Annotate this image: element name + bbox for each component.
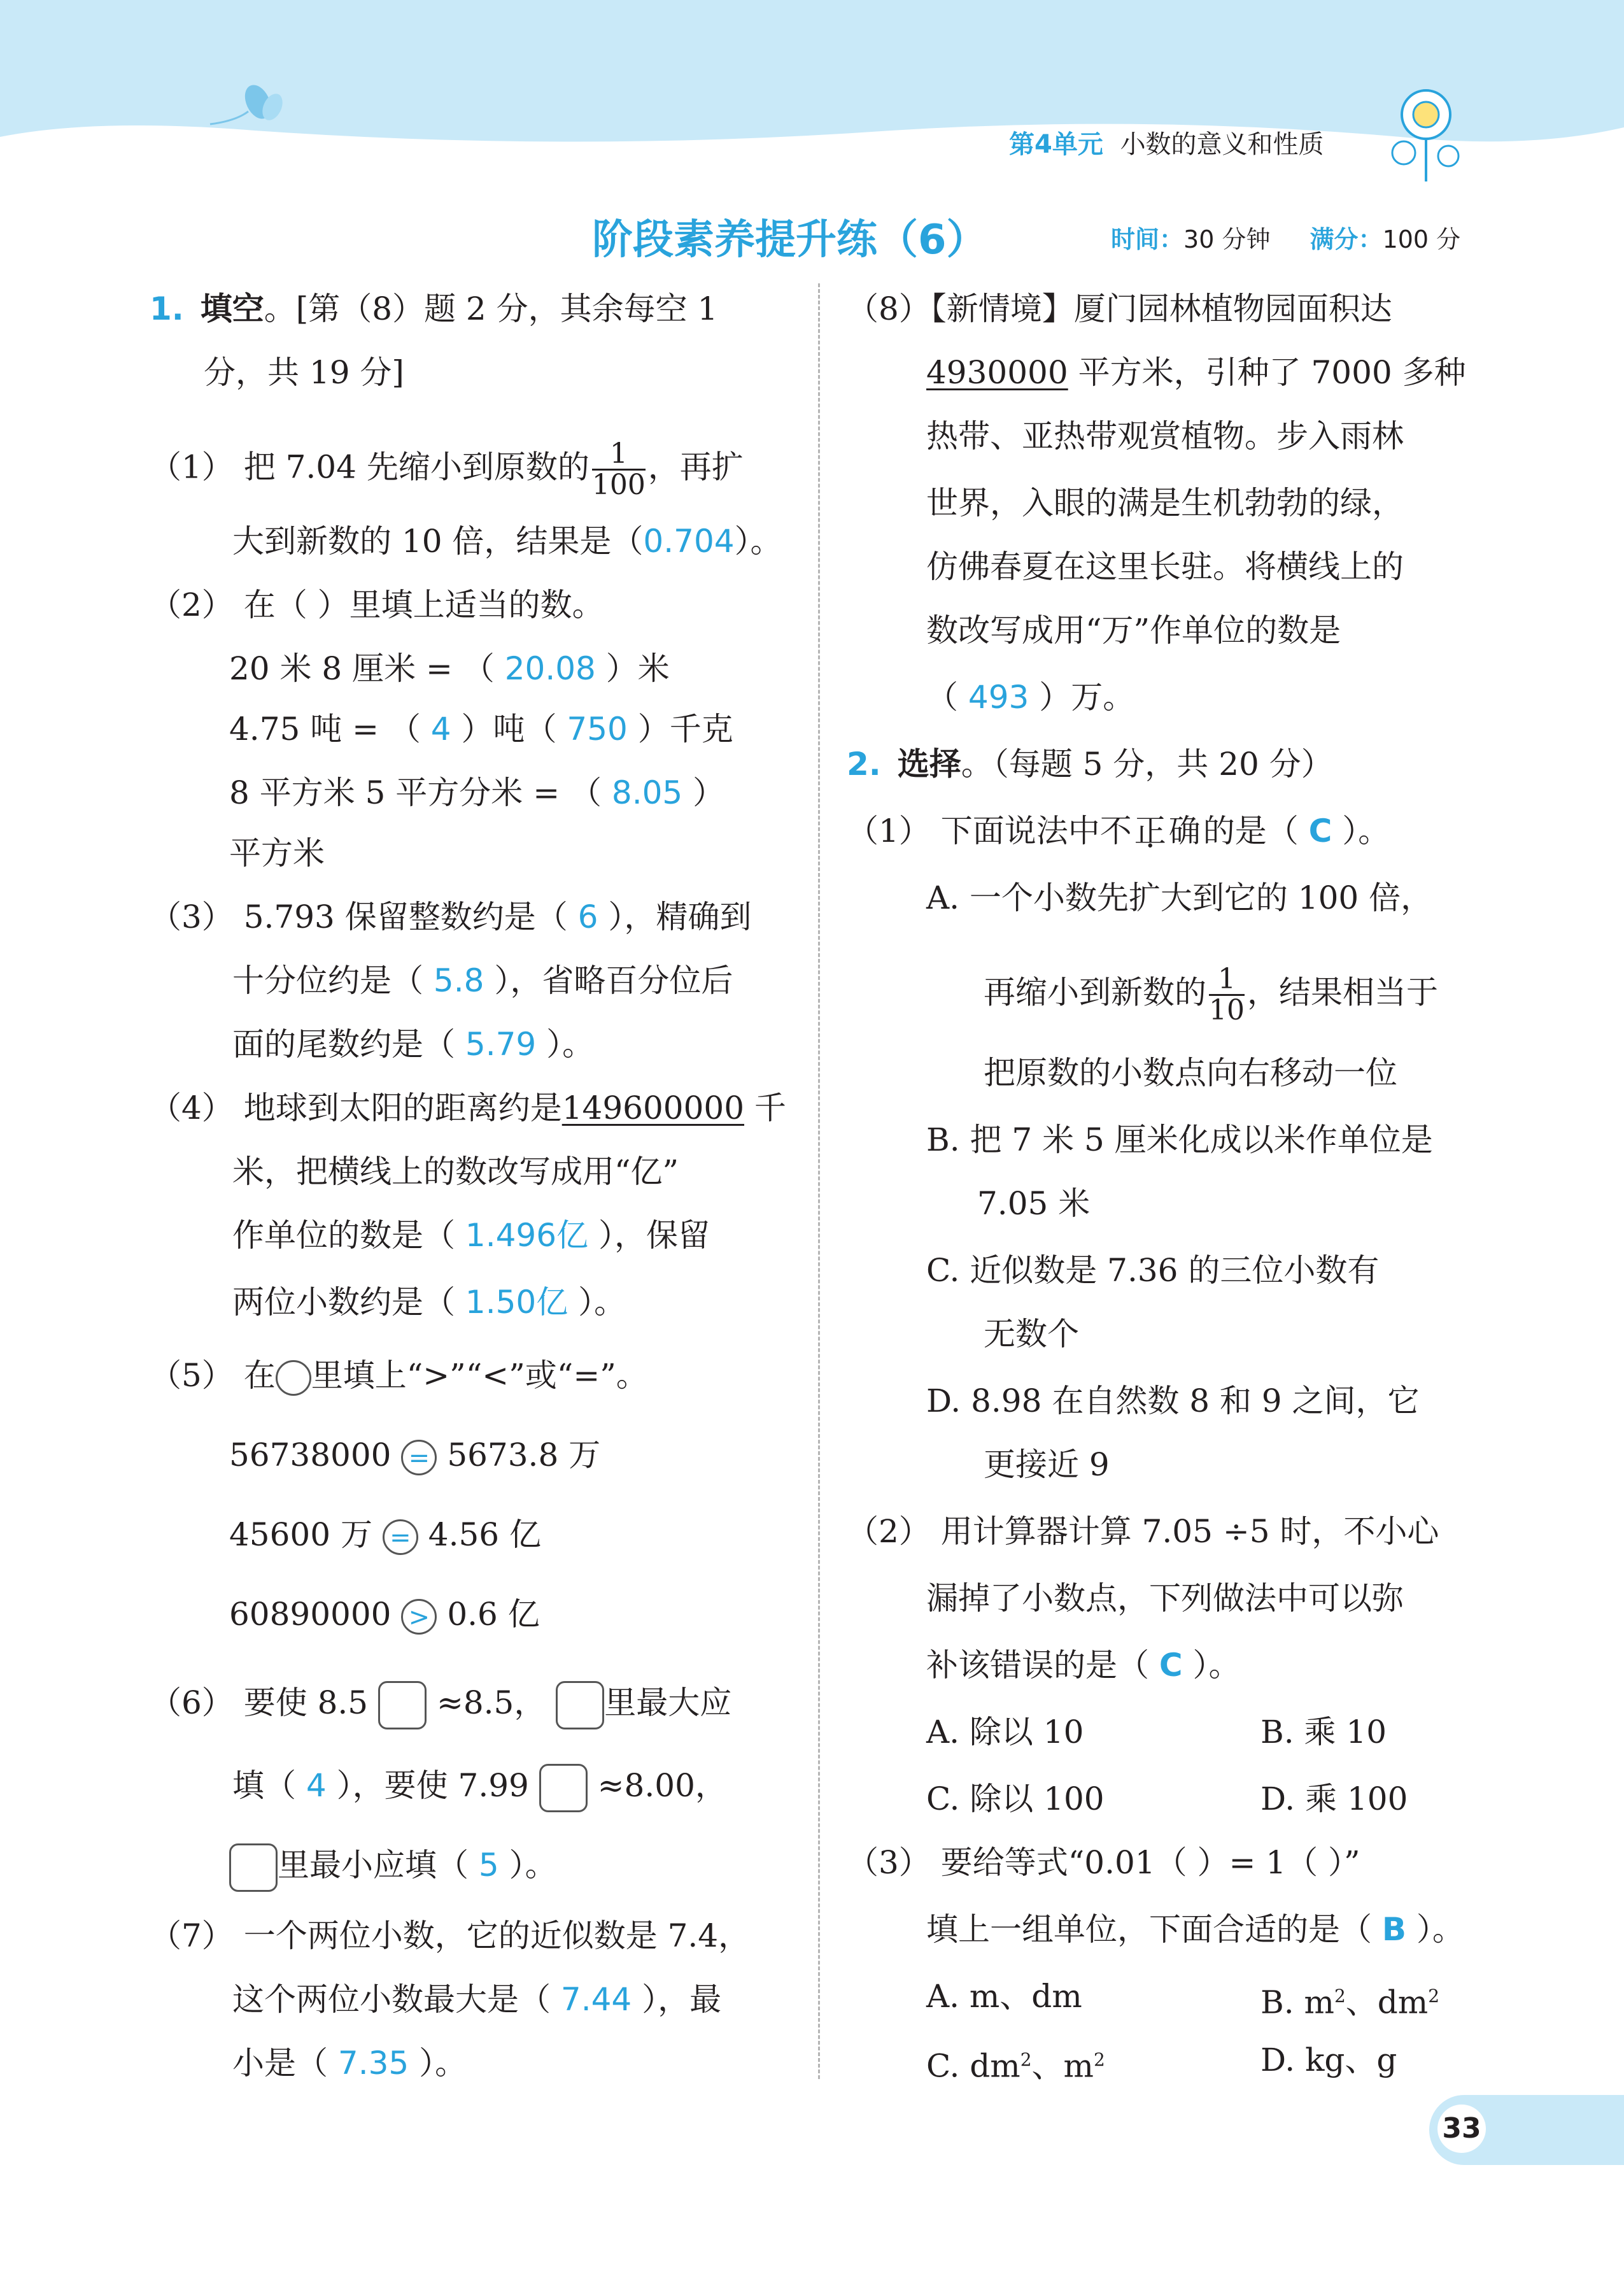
page-number: 33 — [1437, 2105, 1486, 2153]
q1-2a-unit: ）米 — [595, 650, 670, 687]
unit-title: 小数的意义和性质 — [1120, 130, 1324, 159]
option-c: C. 除以 100 — [926, 1780, 1105, 1817]
q2-3-line2-end: ）。 — [1406, 1911, 1464, 1948]
option-d: D. kg、g — [1260, 2041, 1397, 2078]
column-divider — [818, 283, 820, 2079]
option-c: C. $dm^2$、$m^2$ — [926, 2047, 1105, 2085]
compare-circle[interactable]: = — [383, 1519, 418, 1555]
fraction: $\frac{1}{10}$ — [1209, 963, 1245, 1026]
option-a-line2: 再缩小到新数的 — [984, 974, 1206, 1011]
answer: 8.05 — [611, 774, 683, 811]
q1-6-text: （6） 要使 8.5 — [150, 1684, 369, 1721]
q1-8-line7: （ — [926, 679, 968, 716]
option-a: A. 除以 10 — [926, 1714, 1084, 1750]
q2-3-line2: 填上一组单位，下面合适的是（ — [926, 1911, 1382, 1948]
answer: 493 — [968, 679, 1029, 716]
option-a-line2-end: ，结果相当于 — [1247, 974, 1438, 1011]
option-d: D. 8.98 在自然数 8 和 9 之间，它 — [926, 1382, 1420, 1419]
q1-2c-post: ） — [682, 774, 725, 811]
compare-right: 5673.8 万 — [447, 1437, 601, 1473]
q1-1-line2-end: ）。 — [734, 523, 782, 560]
q1-4-line2: 米，把横线上的数改写成用“亿” — [232, 1153, 679, 1190]
blank-box[interactable] — [556, 1681, 604, 1729]
q1-title: 填空 — [200, 290, 264, 327]
q1-note: 。[第（8）题 2 分，其余每空 1 — [264, 290, 718, 327]
q2-number: 2. — [847, 746, 881, 783]
q1-2c-text: 8 平方米 5 平方分米 = （ — [229, 774, 612, 811]
blank-circle[interactable] — [276, 1360, 311, 1396]
answer: 0.704 — [643, 523, 735, 560]
q1-2-text: （2） 在（ ）里填上适当的数。 — [150, 586, 604, 623]
option-a: A. m、dm — [926, 1978, 1082, 2015]
q1-note-line2: 分，共 19 分] — [204, 354, 404, 391]
answer: 5.79 — [465, 1026, 537, 1063]
q1-7-line2-end: ），最 — [632, 1981, 722, 2018]
compare-left: 60890000 — [229, 1596, 392, 1633]
q1-7-line2: 这个两位小数最大是（ — [232, 1981, 561, 2018]
option-d: D. 乘 100 — [1260, 1780, 1408, 1817]
answer: 750 — [567, 711, 628, 748]
blank-box[interactable] — [378, 1681, 427, 1729]
answer: 6 — [577, 898, 598, 935]
q2-2-text: （2） 用计算器计算 7.05 ÷5 时，不小心 — [847, 1513, 1439, 1550]
q1-7-line3-end: ）。 — [409, 2045, 467, 2082]
q1-3-line2-end: ），省略百分位后 — [484, 962, 733, 999]
answer: 1.496亿 — [465, 1217, 589, 1254]
q1-5-text: （5） 在 — [150, 1357, 276, 1394]
q1-1-text: （1） 把 7.04 先缩小到原数的 — [150, 448, 590, 486]
q1-3-text: （3） 5.793 保留整数约是（ — [150, 898, 578, 935]
answer: C — [1308, 813, 1332, 849]
q1-4-line3-end: ），保留 — [588, 1217, 710, 1254]
compare-circle[interactable]: > — [401, 1599, 437, 1635]
q2-2-line3-end: ）。 — [1182, 1647, 1241, 1684]
option-c: C. 近似数是 7.36 的三位小数有 — [926, 1252, 1380, 1289]
page-title: 阶段素养提升练（6） — [592, 217, 987, 264]
q1-2a-text: 20 米 8 厘米 = （ — [229, 650, 505, 687]
answer: 5 — [478, 1847, 499, 1884]
q2-note: 。（每题 5 分，共 20 分） — [961, 746, 1333, 783]
answer: 4 — [430, 711, 451, 748]
answer: 7.35 — [337, 2045, 409, 2082]
q2-3-text: （3） 要给等式“0.01（ ）= 1（ ）” — [847, 1844, 1360, 1881]
compare-right: 0.6 亿 — [447, 1596, 540, 1633]
underlined-number: 4930000 — [926, 354, 1068, 391]
option-a-line3: 把原数的小数点向右移动一位 — [984, 1054, 1397, 1091]
q1-4-line3: 作单位的数是（ — [232, 1217, 465, 1254]
option-d-line2: 更接近 9 — [984, 1446, 1110, 1483]
option-b: B. 把 7 米 5 厘米化成以米作单位是 — [926, 1121, 1433, 1158]
q1-6-line2-end: ≈8.00， — [597, 1767, 727, 1804]
q2-1-text-mid: 的是（ — [1203, 813, 1309, 849]
score-label: 满分： — [1310, 225, 1383, 253]
q1-1-text-end: ，再扩 — [647, 448, 744, 486]
flower-icon — [1388, 83, 1464, 185]
option-c-line2: 无数个 — [984, 1316, 1079, 1352]
q1-8-line3: 热带、亚热带观赏植物。步入雨林 — [926, 418, 1404, 455]
compare-left: 56738000 — [229, 1437, 392, 1473]
q1-6-line2: 填（ — [232, 1767, 306, 1804]
unit-label: 第4单元 — [1009, 130, 1103, 159]
answer: B — [1381, 1911, 1407, 1948]
score-value: 100 分 — [1382, 225, 1461, 253]
q1-6-line2-mid: ），要使 7.99 — [326, 1767, 529, 1804]
q1-4-text: （4） 地球到太阳的距离约是 — [150, 1090, 562, 1126]
q1-6-text-end: 里最大应 — [604, 1684, 732, 1721]
q1-3-line2: 十分位约是（ — [232, 962, 434, 999]
q2-2-line2: 漏掉了小数点，下列做法中可以弥 — [926, 1580, 1404, 1617]
butterfly-icon — [197, 76, 286, 134]
q1-7-line3: 小是（ — [232, 2045, 338, 2082]
q1-6-approx: ≈8.5， — [436, 1684, 546, 1721]
q1-8-line7-end: ）万。 — [1029, 679, 1135, 716]
q1-3-line3-end: ）。 — [536, 1026, 595, 1063]
q1-6-line3-end: ）。 — [498, 1847, 557, 1884]
q1-8-line6: 数改写成用“万”作单位的数是 — [926, 612, 1341, 649]
q1-6-line3: 里最小应填（ — [278, 1847, 479, 1884]
answer: 20.08 — [504, 650, 596, 687]
q1-2c-unit: 平方米 — [229, 835, 325, 872]
q1-7-text: （7） 一个两位小数，它的近似数是 7.4， — [150, 1917, 751, 1954]
answer: 7.44 — [560, 1981, 632, 2018]
q1-4-text-end: 千 — [744, 1090, 786, 1126]
q1-3-line3: 面的尾数约是（ — [232, 1026, 465, 1063]
time-label: 时间： — [1111, 225, 1184, 253]
fraction: $\frac{1}{100}$ — [591, 437, 646, 501]
q2-1-text-end: ）。 — [1332, 813, 1390, 849]
compare-circle[interactable]: = — [401, 1440, 437, 1475]
q1-8-text: （8）【新情境】厦门园林植物园面积达 — [847, 290, 1392, 327]
answer: C — [1159, 1647, 1183, 1684]
q2-2-line3: 补该错误的是（ — [926, 1647, 1159, 1684]
q1-4-line4-end: ）。 — [568, 1284, 626, 1321]
q1-2b-mid: ）吨（ — [451, 711, 567, 748]
option-b: B. $m^2$、$dm^2$ — [1260, 1984, 1440, 2021]
option-b-line2: 7.05 米 — [977, 1185, 1091, 1222]
blank-box[interactable] — [539, 1764, 588, 1812]
compare-left: 45600 万 — [229, 1516, 372, 1553]
q2-1-text: （1） 下面说法中 — [847, 813, 1100, 849]
q1-4-line4: 两位小数约是（ — [232, 1284, 465, 1321]
answer: 4 — [306, 1767, 327, 1804]
q1-5-text-end: 里填上“>”“<”或“=”。 — [311, 1357, 648, 1394]
q1-8-line2: 平方米，引种了 7000 多种 — [1068, 354, 1466, 391]
underlined-number: 149600000 — [561, 1090, 745, 1126]
answer: 1.50亿 — [465, 1284, 568, 1321]
time-value: 30 分钟 — [1183, 225, 1271, 253]
q1-8-line5: 仿佛春夏在这里长驻。将横线上的 — [926, 548, 1404, 585]
q2-title: 选择 — [897, 746, 961, 783]
q1-1-line2: 大到新数的 10 倍，结果是（ — [232, 523, 644, 560]
q1-8-line4: 世界，入眼的满是生机勃勃的绿， — [926, 485, 1404, 522]
emphasis-text: 不正确 — [1099, 813, 1203, 849]
q1-number: 1. — [150, 290, 184, 327]
q1-3-text-end: ），精确到 — [598, 898, 752, 935]
q1-2b-unit: ）千克 — [627, 711, 733, 748]
option-a: A. 一个小数先扩大到它的 100 倍， — [926, 879, 1433, 916]
compare-right: 4.56 亿 — [428, 1516, 541, 1553]
q1-2b-text: 4.75 吨 = （ — [229, 711, 431, 748]
option-b: B. 乘 10 — [1260, 1714, 1387, 1750]
blank-box[interactable] — [229, 1843, 278, 1892]
answer: 5.8 — [433, 962, 484, 999]
